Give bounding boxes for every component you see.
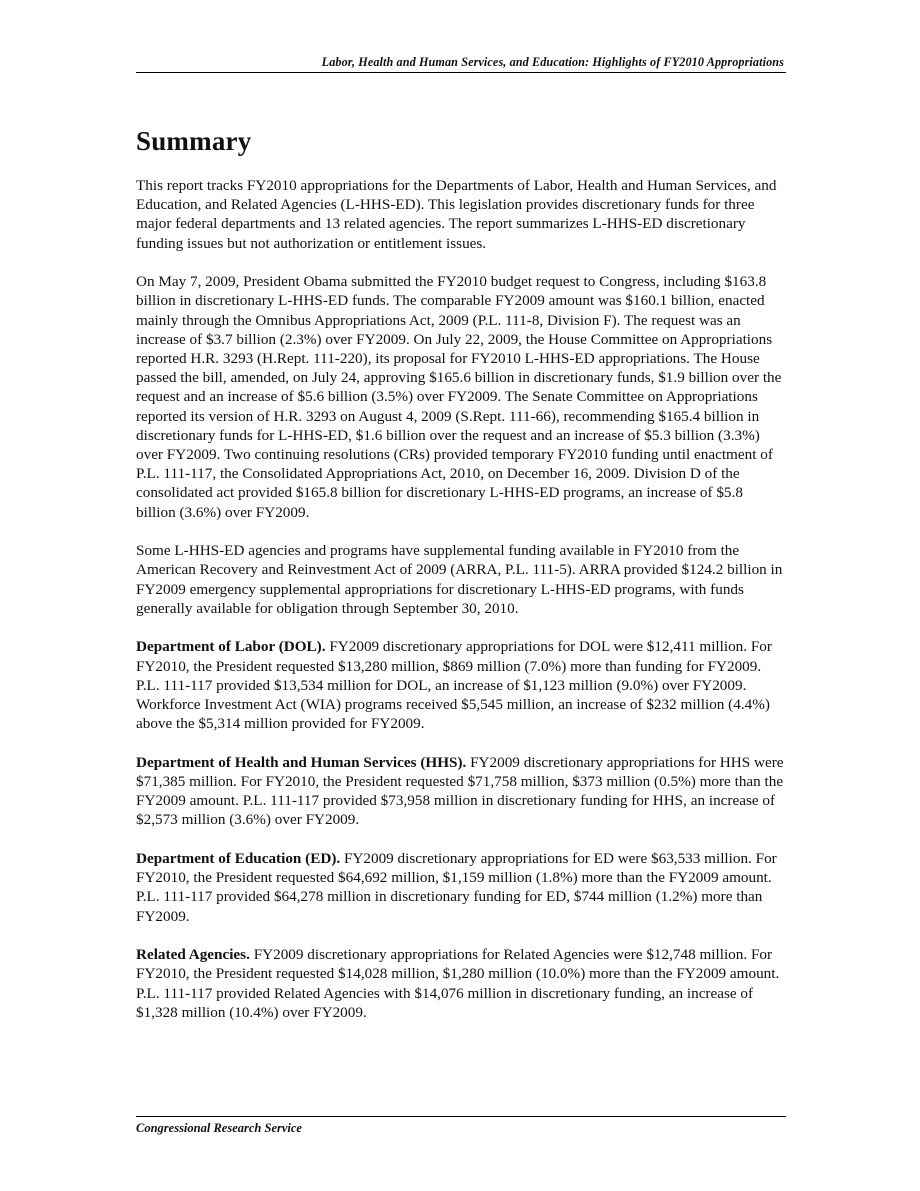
paragraph-related-agencies-text: FY2009 discretionary appropriations for Related Agencies were $12,748 million. For FY2010, the President requested $14,028 million, $1,280 million (10.0%) more than the FY2009 amount. P.L. 111-117 provided Related Agencies with $14,076 million in discretionary funding, an increase of $1,328 million (10.4%) over FY2009.: [136, 946, 780, 1021]
summary-body: [136, 176, 786, 1041]
paragraph-arra-text: Some L-HHS-ED agencies and programs have supplemental funding available in FY2010 from the American Recovery and Reinvestment Act of 2009 (ARRA, P.L. 111-5). ARRA provided $124.2 billion in FY2009 emergency supplemental appropriations for discretionary L-HHS-ED programs, with funds generally available for obligation through September 30, 2010.: [136, 542, 783, 617]
paragraph-budget-history: [136, 272, 786, 522]
footer-rule: [136, 1116, 786, 1117]
paragraph-related-agencies-heading: Related Agencies.: [136, 946, 250, 964]
paragraph-dol: [136, 637, 786, 733]
paragraph-dol-text: FY2009 discretionary appropriations for DOL were $12,411 million. For FY2010, the President requested $13,280 million, $869 million (7.0%) more than funding for FY2009. P.L. 111-117 provided $13,534 million for DOL, an increase of $1,123 million (9.0%) over FY2009. Workforce Investment Act (WIA) programs received $5,545 million, an increase of $232 million (4.4%) above the $5,314 million provided for FY2009.: [136, 638, 772, 733]
paragraph-ed-text: FY2009 discretionary appropriations for ED were $63,533 million. For FY2010, the President requested $64,692 million, $1,159 million (1.8%) more than the FY2009 amount. P.L. 111-117 provided $64,278 million in discretionary funding for ED, $744 million (1.2%) more than FY2009.: [136, 850, 777, 925]
header-rule: [136, 72, 786, 73]
paragraph-hhs-text: FY2009 discretionary appropriations for HHS were $71,385 million. For FY2010, the President requested $71,758 million, $373 million (0.5%) more than the FY2009 amount. P.L. 111-117 provided $73,958 million in discretionary funding for HHS, an increase of $2,573 million (3.6%) over FY2009.: [136, 753, 784, 829]
paragraph-hhs: [136, 753, 786, 830]
paragraph-dol-heading: Department of Labor (DOL).: [136, 638, 326, 656]
page-title: Summary: [136, 126, 252, 156]
paragraph-ed: [136, 849, 786, 926]
paragraph-intro: [136, 176, 786, 253]
paragraph-related-agencies: [136, 945, 786, 1022]
paragraph-budget-history-text: On May 7, 2009, President Obama submitted the FY2010 budget request to Congress, including $163.8 billion in discretionary L-HHS-ED funds. The comparable FY2009 amount was $160.1 billion, enacted mainly through the Omnibus Appropriations Act, 2009 (P.L. 111-8, Division F). The request was an increase of $3.7 billion (2.3%) over FY2009. On July 22, 2009, the House Committee on Appropriations reported H.R. 3293 (H.Rept. 111-220), its proposal for FY2010 L-HHS-ED appropriations. The House passed the bill, amended, on July 24, approving $165.6 billion in discretionary funds, $1.9 billion over the request and an increase of $5.6 billion (3.5%) over FY2009. The Senate Committee on Appropriations reported its version of H.R. 3293 on August 4, 2009 (S.Rept. 111-66), recommending $165.4 billion in discretionary funds for L-HHS-ED, $1.6 billion over the request and an increase of $5.3 billion (3.3%) over FY2009. Two continuing resolutions (CRs) provided temporary FY2010 funding until enactment of P.L. 111-117, the Consolidated Appropriations Act, 2010, on December 16, 2009. Division D of the consolidated act provided $165.8 billion for discretionary L-HHS-ED programs, an increase of $5.8 billion (3.6%) over FY2009.: [136, 273, 782, 521]
running-footer: Congressional Research Service: [136, 1121, 302, 1135]
paragraph-hhs-heading: Department of Health and Human Services (HHS).: [136, 753, 467, 771]
paragraph-intro-text: This report tracks FY2010 appropriations for the Departments of Labor, Health and Human Services, and Education, and Related Agencies (L-HHS-ED). This legislation provides discretionary funds for three major federal departments and 13 related agencies. The report summarizes L-HHS-ED discretionary funding issues but not authorization or entitlement issues.: [136, 177, 777, 252]
paragraph-ed-heading: Department of Education (ED).: [136, 850, 341, 868]
paragraph-arra: [136, 541, 786, 618]
running-header: Labor, Health and Human Services, and Education: Highlights of FY2010 Appropriations: [321, 55, 784, 69]
